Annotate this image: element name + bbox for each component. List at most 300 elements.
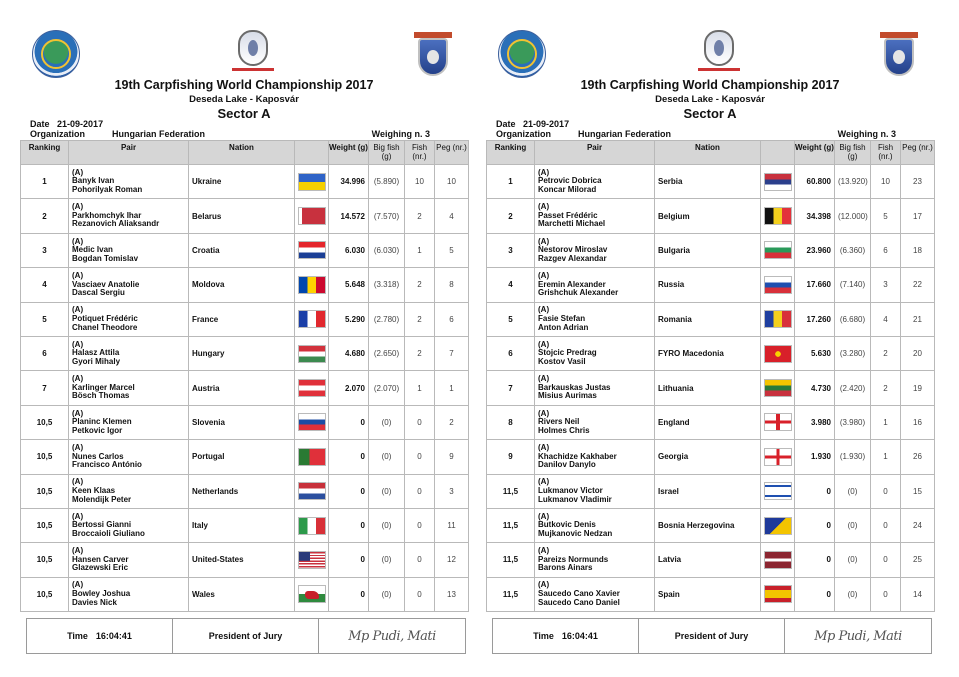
pair-angler-1: Lukmanov Victor	[538, 485, 603, 495]
ranking-cell: 11,5	[487, 508, 535, 542]
date-value: 21-09-2017	[57, 119, 104, 129]
usa-flag-icon	[298, 551, 326, 569]
ranking-cell: 10,5	[21, 543, 69, 577]
table-header-row	[487, 141, 935, 165]
big-fish-cell: (2.780)	[369, 302, 405, 336]
time-cell	[493, 619, 639, 653]
pair-angler-1: Karlinger Marcel	[72, 382, 135, 392]
pair-group: (A)	[72, 546, 84, 556]
fish-count-cell: 0	[871, 543, 901, 577]
flag-cell	[761, 268, 795, 302]
peg-cell: 1	[435, 371, 469, 405]
organizer-badge-icon	[880, 32, 918, 78]
pair-group: (A)	[72, 202, 84, 212]
flag-cell	[761, 302, 795, 336]
pair-group: (A)	[538, 236, 550, 246]
peg-cell: 14	[901, 577, 935, 611]
table-row	[21, 233, 469, 267]
pair-group: (A)	[72, 408, 84, 418]
pair-angler-2: Kostov Vasil	[538, 356, 586, 366]
header-peg: Peg (nr.)	[435, 141, 469, 165]
table-header-row	[21, 141, 469, 165]
ranking-cell: 7	[487, 371, 535, 405]
flag-cell	[761, 233, 795, 267]
peg-cell: 21	[901, 302, 935, 336]
ranking-cell: 4	[487, 268, 535, 302]
flag-cell	[295, 268, 329, 302]
fish-count-cell: 2	[405, 268, 435, 302]
table-row	[21, 199, 469, 233]
weight-cell: 4.730	[795, 371, 835, 405]
weight-cell: 5.630	[795, 336, 835, 370]
weight-cell: 2.070	[329, 371, 369, 405]
header-pair: Pair	[69, 141, 189, 165]
nation-cell: Belarus	[189, 199, 295, 233]
fish-count-cell: 2	[405, 302, 435, 336]
pair-angler-2: Lukmanov Vladimir	[538, 494, 612, 504]
big-fish-cell: (3.980)	[835, 405, 871, 439]
pair-angler-2: Grishchuk Alexander	[538, 288, 619, 298]
belgium-flag-icon	[764, 207, 792, 225]
bulgaria-flag-icon	[764, 241, 792, 259]
fish-count-cell: 1	[871, 440, 901, 474]
big-fish-cell: (0)	[369, 543, 405, 577]
israel-flag-icon	[764, 482, 792, 500]
pair-angler-1: Stojcic Predrag	[538, 348, 597, 358]
sector-heading: Sector A	[217, 106, 271, 121]
pair-cell	[69, 405, 189, 439]
pair-group: (A)	[538, 477, 550, 487]
pair-angler-1: Parkhomchyk Ihar	[72, 210, 142, 220]
nation-cell: Spain	[655, 577, 761, 611]
ranking-cell: 6	[21, 336, 69, 370]
header-pair: Pair	[535, 141, 655, 165]
peg-cell: 6	[435, 302, 469, 336]
sector-heading: Sector A	[683, 106, 737, 121]
date-label: Date	[496, 119, 516, 129]
table-row	[21, 577, 469, 611]
nation-cell: Austria	[189, 371, 295, 405]
fish-count-cell: 0	[405, 577, 435, 611]
pair-angler-1: Vasciaev Anatolie	[72, 279, 140, 289]
peg-cell: 25	[901, 543, 935, 577]
big-fish-cell: (0)	[835, 474, 871, 508]
weight-cell: 3.980	[795, 405, 835, 439]
pair-group: (A)	[538, 580, 550, 590]
fish-count-cell: 0	[871, 508, 901, 542]
signature-footer	[492, 618, 932, 654]
table-row	[21, 508, 469, 542]
table-row	[21, 336, 469, 370]
pair-angler-2: Misius Aurimas	[538, 391, 597, 401]
peg-cell: 3	[435, 474, 469, 508]
russia-flag-icon	[764, 276, 792, 294]
pair-angler-2: Broccaioli Giuliano	[72, 528, 145, 538]
flag-cell	[761, 440, 795, 474]
pair-cell	[535, 543, 655, 577]
table-row	[487, 508, 935, 542]
table-row	[21, 543, 469, 577]
peg-cell: 2	[435, 405, 469, 439]
ranking-cell: 5	[21, 302, 69, 336]
peg-cell: 22	[901, 268, 935, 302]
venue-subtitle: Deseda Lake - Kaposvár	[189, 94, 299, 105]
big-fish-cell: (0)	[369, 508, 405, 542]
nation-cell: Bulgaria	[655, 233, 761, 267]
organization-line	[496, 129, 671, 139]
venue-subtitle: Deseda Lake - Kaposvár	[655, 94, 765, 105]
nation-cell: Wales	[189, 577, 295, 611]
fish-count-cell: 1	[405, 233, 435, 267]
nation-cell: FYRO Macedonia	[655, 336, 761, 370]
organization-value: Hungarian Federation	[578, 129, 672, 139]
pair-group: (A)	[72, 442, 84, 452]
fish-count-cell: 0	[405, 508, 435, 542]
weight-cell: 34.398	[795, 199, 835, 233]
page-title: 19th Carpfishing World Championship 2017	[580, 78, 840, 92]
header-big-fish: Big fish (g)	[835, 141, 871, 165]
table-row	[487, 165, 935, 199]
nation-cell: Israel	[655, 474, 761, 508]
big-fish-cell: (3.280)	[835, 336, 871, 370]
fish-count-cell: 2	[871, 371, 901, 405]
weight-cell: 0	[329, 474, 369, 508]
big-fish-cell: (6.680)	[835, 302, 871, 336]
header-ranking: Ranking	[21, 141, 69, 165]
weight-cell: 4.680	[329, 336, 369, 370]
organization-label: Organization	[496, 129, 552, 139]
nation-cell: Bosnia Herzegovina	[655, 508, 761, 542]
fish-count-cell: 0	[871, 474, 901, 508]
pair-angler-1: Planinc Klemen	[72, 417, 132, 427]
page-title: 19th Carpfishing World Championship 2017	[114, 78, 374, 92]
hungary-flag-icon	[298, 345, 326, 363]
nation-cell: England	[655, 405, 761, 439]
peg-cell: 18	[901, 233, 935, 267]
pair-cell	[535, 165, 655, 199]
peg-cell: 16	[901, 405, 935, 439]
peg-cell: 17	[901, 199, 935, 233]
pair-angler-2: Pohorilyak Roman	[72, 184, 143, 194]
pair-group: (A)	[72, 236, 84, 246]
results-table	[486, 140, 935, 612]
italy-flag-icon	[298, 517, 326, 535]
header-fish: Fish (nr.)	[871, 141, 901, 165]
nation-cell: Latvia	[655, 543, 761, 577]
nation-cell: Romania	[655, 302, 761, 336]
date-value: 21-09-2017	[523, 119, 570, 129]
pair-angler-2: Razgev Alexandar	[538, 253, 607, 263]
championship-emblem-icon	[698, 28, 740, 74]
ranking-cell: 10,5	[21, 577, 69, 611]
pair-angler-2: Anton Adrian	[538, 322, 589, 332]
england-flag-icon	[764, 413, 792, 431]
fish-count-cell: 2	[871, 336, 901, 370]
weight-cell: 14.572	[329, 199, 369, 233]
pair-angler-2: Glazewski Eric	[72, 563, 129, 573]
weight-cell: 0	[329, 440, 369, 474]
nation-cell: France	[189, 302, 295, 336]
nation-cell: Croatia	[189, 233, 295, 267]
flag-cell	[761, 405, 795, 439]
peg-cell: 15	[901, 474, 935, 508]
fish-count-cell: 0	[405, 405, 435, 439]
big-fish-cell: (0)	[835, 543, 871, 577]
pair-angler-2: Marchetti Michael	[538, 219, 606, 229]
pair-group: (A)	[538, 305, 550, 315]
ranking-cell: 7	[21, 371, 69, 405]
flag-cell	[295, 233, 329, 267]
pair-angler-1: Eremin Alexander	[538, 279, 606, 289]
table-row	[487, 543, 935, 577]
pair-cell	[69, 371, 189, 405]
weight-cell: 0	[795, 543, 835, 577]
pair-cell	[69, 233, 189, 267]
pair-cell	[69, 268, 189, 302]
pair-angler-1: Fasie Stefan	[538, 313, 586, 323]
big-fish-cell: (7.570)	[369, 199, 405, 233]
weight-cell: 17.660	[795, 268, 835, 302]
flag-cell	[295, 577, 329, 611]
pair-cell	[69, 474, 189, 508]
table-row	[487, 405, 935, 439]
pair-angler-1: Keen Klaas	[72, 485, 116, 495]
latvia-flag-icon	[764, 551, 792, 569]
ranking-cell: 10,5	[21, 508, 69, 542]
pair-angler-1: Bowley Joshua	[72, 589, 131, 599]
ranking-cell: 2	[21, 199, 69, 233]
federation-logo-icon	[498, 30, 546, 78]
fish-count-cell: 2	[405, 199, 435, 233]
ranking-cell: 4	[21, 268, 69, 302]
date-line	[30, 119, 103, 129]
pair-group: (A)	[72, 580, 84, 590]
ranking-cell: 10,5	[21, 440, 69, 474]
pair-angler-2: Petkovic Igor	[72, 425, 123, 435]
weight-cell: 6.030	[329, 233, 369, 267]
peg-cell: 11	[435, 508, 469, 542]
fish-count-cell: 10	[871, 165, 901, 199]
jury-label: President of Jury	[173, 619, 319, 653]
big-fish-cell: (5.890)	[369, 165, 405, 199]
big-fish-cell: (0)	[369, 405, 405, 439]
pair-cell	[535, 233, 655, 267]
weight-cell: 0	[795, 508, 835, 542]
pair-group: (A)	[72, 305, 84, 315]
table-row	[487, 577, 935, 611]
pair-angler-2: Danilov Danylo	[538, 460, 596, 470]
fish-count-cell: 1	[405, 371, 435, 405]
pair-cell	[535, 508, 655, 542]
ranking-cell: 3	[487, 233, 535, 267]
fish-count-cell: 0	[871, 577, 901, 611]
header-weight: Weight (g)	[329, 141, 369, 165]
header-ranking: Ranking	[487, 141, 535, 165]
pair-group: (A)	[72, 374, 84, 384]
pair-cell	[535, 302, 655, 336]
peg-cell: 9	[435, 440, 469, 474]
pair-angler-2: Dascal Sergiu	[72, 288, 125, 298]
ranking-cell: 11,5	[487, 577, 535, 611]
pair-angler-1: Nunes Carlos	[72, 451, 124, 461]
weight-cell: 0	[329, 577, 369, 611]
ranking-cell: 2	[487, 199, 535, 233]
results-sheet-right	[484, 0, 936, 677]
pair-angler-2: Davies Nick	[72, 597, 117, 607]
pair-group: (A)	[538, 511, 550, 521]
championship-emblem-icon	[232, 28, 274, 74]
pair-angler-1: Medic Ivan	[72, 245, 113, 255]
pair-group: (A)	[538, 270, 550, 280]
peg-cell: 5	[435, 233, 469, 267]
big-fish-cell: (6.360)	[835, 233, 871, 267]
big-fish-cell: (2.420)	[835, 371, 871, 405]
flag-cell	[295, 474, 329, 508]
macedonia-flag-icon	[764, 345, 792, 363]
pair-cell	[535, 336, 655, 370]
pair-angler-1: Khachidze Kakhaber	[538, 451, 617, 461]
table-row	[21, 405, 469, 439]
fish-count-cell: 4	[871, 302, 901, 336]
date-line	[496, 119, 569, 129]
organization-value: Hungarian Federation	[112, 129, 206, 139]
pair-group: (A)	[538, 374, 550, 384]
header-flag	[295, 141, 329, 165]
big-fish-cell: (13.920)	[835, 165, 871, 199]
organizer-badge-icon	[414, 32, 452, 78]
big-fish-cell: (6.030)	[369, 233, 405, 267]
pair-angler-2: Rezanovich Aliaksandr	[72, 219, 160, 229]
flag-cell	[295, 165, 329, 199]
pair-angler-2: Bösch Thomas	[72, 391, 130, 401]
weight-cell: 34.996	[329, 165, 369, 199]
peg-cell: 10	[435, 165, 469, 199]
table-row	[21, 474, 469, 508]
georgia-flag-icon	[764, 448, 792, 466]
weighing-number: Weighing n. 3	[371, 129, 430, 139]
pair-angler-2: Bogdan Tomislav	[72, 253, 139, 263]
pair-angler-2: Gyori Mihaly	[72, 356, 121, 366]
nation-cell: Belgium	[655, 199, 761, 233]
weight-cell: 0	[329, 508, 369, 542]
big-fish-cell: (2.650)	[369, 336, 405, 370]
signature-footer	[26, 618, 466, 654]
weight-cell: 17.260	[795, 302, 835, 336]
ranking-cell: 1	[21, 165, 69, 199]
pair-group: (A)	[72, 167, 84, 177]
weight-cell: 23.960	[795, 233, 835, 267]
netherlands-flag-icon	[298, 482, 326, 500]
fish-count-cell: 6	[871, 233, 901, 267]
flag-cell	[295, 543, 329, 577]
organization-label: Organization	[30, 129, 86, 139]
ranking-cell: 6	[487, 336, 535, 370]
spain-flag-icon	[764, 585, 792, 603]
nation-cell: Lithuania	[655, 371, 761, 405]
header-fish: Fish (nr.)	[405, 141, 435, 165]
pair-angler-1: Pareizs Normunds	[538, 554, 609, 564]
peg-cell: 24	[901, 508, 935, 542]
table-row	[487, 371, 935, 405]
pair-angler-1: Halasz Attila	[72, 348, 120, 358]
flag-cell	[761, 165, 795, 199]
peg-cell: 7	[435, 336, 469, 370]
header-nation: Nation	[655, 141, 761, 165]
pair-angler-2: Saucedo Cano Daniel	[538, 597, 620, 607]
pair-angler-1: Potiquet Frédéric	[72, 313, 138, 323]
jury-signature: Mp Pudi, Mati	[814, 628, 902, 644]
logo-bar	[484, 0, 936, 80]
jury-label: President of Jury	[639, 619, 785, 653]
jury-signature: Mp Pudi, Mati	[348, 628, 436, 644]
pair-angler-1: Saucedo Cano Xavier	[538, 589, 620, 599]
pair-cell	[69, 336, 189, 370]
nation-cell: Netherlands	[189, 474, 295, 508]
big-fish-cell: (0)	[369, 577, 405, 611]
moldova-flag-icon	[298, 276, 326, 294]
fish-count-cell: 0	[405, 543, 435, 577]
table-row	[487, 199, 935, 233]
pair-group: (A)	[72, 270, 84, 280]
time-label: Time	[533, 631, 554, 641]
pair-angler-1: Banyk Ivan	[72, 176, 115, 186]
pair-angler-1: Passet Frédéric	[538, 210, 598, 220]
slovenia-flag-icon	[298, 413, 326, 431]
flag-cell	[295, 440, 329, 474]
nation-cell: Italy	[189, 508, 295, 542]
table-row	[21, 165, 469, 199]
fish-count-cell: 10	[405, 165, 435, 199]
belarus-flag-icon	[298, 207, 326, 225]
weight-cell: 0	[795, 577, 835, 611]
big-fish-cell: (1.930)	[835, 440, 871, 474]
pair-cell	[69, 199, 189, 233]
header-nation: Nation	[189, 141, 295, 165]
serbia-flag-icon	[764, 173, 792, 191]
pair-cell	[535, 440, 655, 474]
peg-cell: 13	[435, 577, 469, 611]
pair-cell	[69, 508, 189, 542]
ranking-cell: 9	[487, 440, 535, 474]
weight-cell: 1.930	[795, 440, 835, 474]
pair-angler-1: Petrovic Dobrica	[538, 176, 602, 186]
pair-angler-1: Barkauskas Justas	[538, 382, 611, 392]
weight-cell: 0	[329, 405, 369, 439]
croatia-flag-icon	[298, 241, 326, 259]
fish-count-cell: 0	[405, 440, 435, 474]
ukraine-flag-icon	[298, 173, 326, 191]
table-row	[487, 474, 935, 508]
nation-cell: Serbia	[655, 165, 761, 199]
ranking-cell: 8	[487, 405, 535, 439]
ranking-cell: 1	[487, 165, 535, 199]
pair-group: (A)	[538, 546, 550, 556]
time-value: 16:04:41	[95, 631, 132, 641]
fish-count-cell: 3	[871, 268, 901, 302]
pair-angler-2: Chanel Theodore	[72, 322, 138, 332]
big-fish-cell: (2.070)	[369, 371, 405, 405]
nation-cell: Russia	[655, 268, 761, 302]
nation-cell: Moldova	[189, 268, 295, 302]
peg-cell: 4	[435, 199, 469, 233]
ranking-cell: 3	[21, 233, 69, 267]
fish-count-cell: 5	[871, 199, 901, 233]
peg-cell: 26	[901, 440, 935, 474]
table-row	[21, 440, 469, 474]
pair-cell	[69, 440, 189, 474]
flag-cell	[295, 371, 329, 405]
pair-cell	[535, 199, 655, 233]
